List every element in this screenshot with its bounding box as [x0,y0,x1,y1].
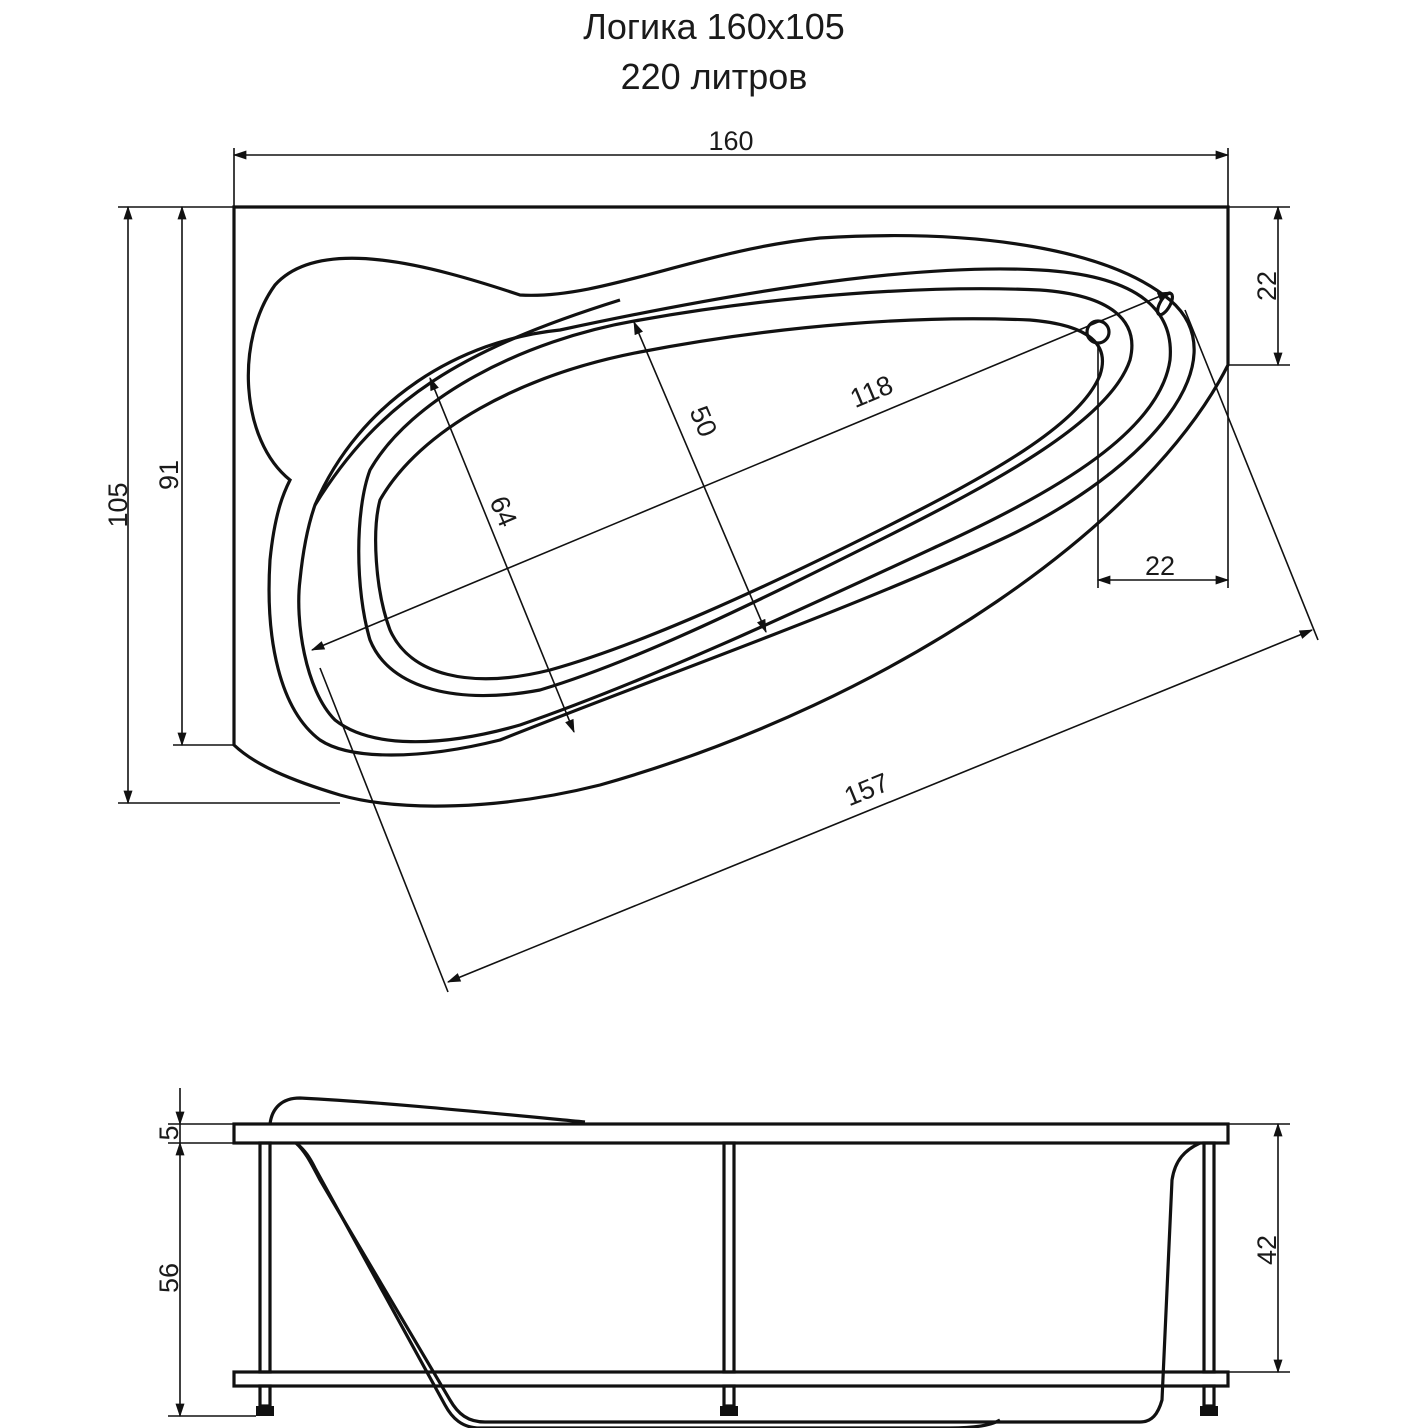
tub-rim-outline [248,236,1194,755]
dim-depth-label: 105 [103,482,133,528]
dim-inner-width-2-label: 64 [483,491,523,532]
dim-line-diagonal [448,630,1312,982]
frame-post-left [260,1143,270,1372]
side-view [154,1088,1290,1428]
top-view [103,126,1318,992]
frame-base [234,1372,1228,1386]
dim-right-top-label: 22 [1252,270,1282,302]
dim-inner-length-label: 118 [845,369,898,414]
foot-pad-left [256,1406,274,1416]
headrest-profile [270,1098,585,1124]
drawing-title: Логика 160x105 [583,6,845,47]
frame-post-middle [724,1143,734,1372]
dim-inner-width-label: 50 [683,401,723,442]
foot-pad-right [1200,1406,1218,1416]
dim-drain-offset-label: 22 [1144,551,1176,581]
backrest-line [315,300,620,505]
dim-height-label: 56 [154,1262,184,1294]
foot-left [260,1386,270,1406]
foot-pad-middle [720,1406,738,1416]
dim-line-inner-width [634,322,766,632]
dim-width-label: 160 [708,126,754,156]
overflow-icon [1155,291,1176,317]
drain-icon [1087,321,1109,343]
dim-side-label: 91 [154,459,184,491]
frame-post-right [1204,1143,1214,1372]
tub-rim [234,1124,1228,1143]
drawing-subtitle: 220 литров [620,56,808,97]
dim-side-depth-label: 42 [1252,1234,1282,1266]
tub-inner-rim [299,269,1171,742]
dim-diagonal-label: 157 [840,767,894,813]
foot-middle [724,1386,734,1406]
dim-rim-label: 5 [154,1125,184,1141]
foot-right [1204,1386,1214,1406]
